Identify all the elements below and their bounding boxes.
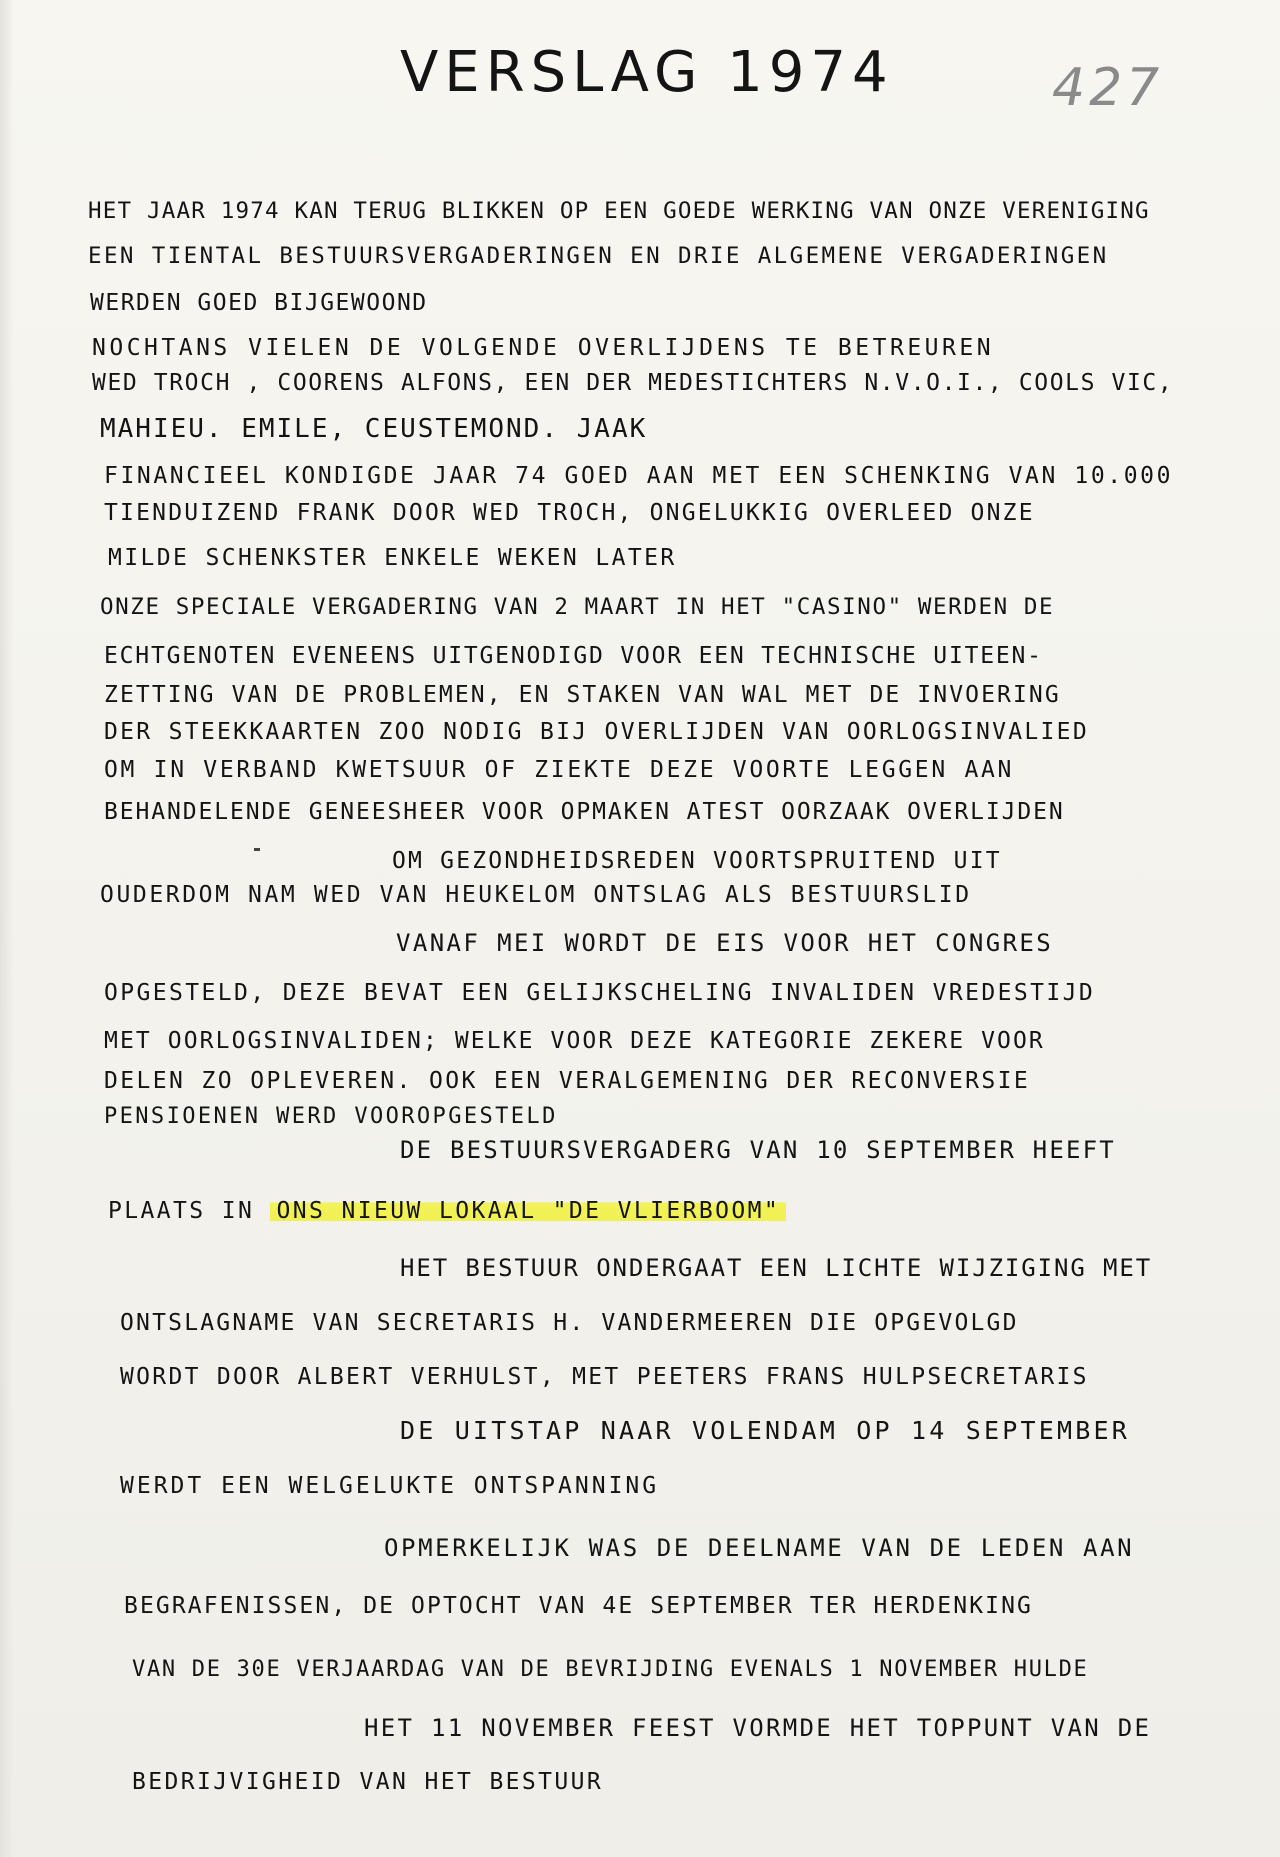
text-line: WORDT DOOR ALBERT VERHULST, MET PEETERS FRANS HULPSECRETARIS bbox=[120, 1364, 1089, 1390]
text-line: HET 11 NOVEMBER FEEST VORMDE HET TOPPUNT VAN DE bbox=[364, 1714, 1152, 1742]
stray-mark bbox=[254, 848, 260, 851]
text-line: WED TROCH , COORENS ALFONS, EEN DER MEDESTICHTERS N.V.O.I., COOLS VIC, bbox=[92, 370, 1174, 396]
text-line: OUDERDOM NAM WED VAN HEUKELOM ONTSLAG ALS BESTUURSLID bbox=[100, 882, 972, 908]
text-line: BEDRIJVIGHEID VAN HET BESTUUR bbox=[132, 1769, 604, 1795]
text-line: OM GEZONDHEIDSREDEN VOORTSPRUITEND UIT bbox=[392, 848, 1002, 874]
text-line: DE BESTUURSVERGADERG VAN 10 SEPTEMBER HEEFT bbox=[400, 1136, 1116, 1164]
text-line: PENSIOENEN WERD VOOROPGESTELD bbox=[104, 1104, 558, 1129]
text-line: BEHANDELENDE GENEESHEER VOOR OPMAKEN ATEST OORZAAK OVERLIJDEN bbox=[104, 799, 1065, 825]
text-segment: PLAATS IN bbox=[108, 1198, 271, 1224]
text-line-highlighted bbox=[108, 1196, 786, 1226]
text-line: OPGESTELD, DEZE BEVAT EEN GELIJKSCHELING INVALIDEN VREDESTIJD bbox=[104, 980, 1096, 1006]
text-line: DELEN ZO OPLEVEREN. OOK EEN VERALGEMENING DER RECONVERSIE bbox=[104, 1068, 1031, 1094]
highlighted-text: ONS NIEUW LOKAAL "DE VLIERBOOM" bbox=[270, 1198, 786, 1224]
text-line: BEGRAFENISSEN, DE OPTOCHT VAN 4E SEPTEMBER TER HERDENKING bbox=[124, 1593, 1033, 1619]
text-line: HET BESTUUR ONDERGAAT EEN LICHTE WIJZIGING MET bbox=[400, 1254, 1153, 1282]
text-line: MAHIEU. EMILE, CEUSTEMOND. JAAK bbox=[100, 414, 648, 444]
document-title: VERSLAG 1974 bbox=[400, 40, 894, 105]
text-line: TIENDUIZEND FRANK DOOR WED TROCH, ONGELUKKIG OVERLEED ONZE bbox=[104, 500, 1035, 526]
text-line: WERDEN GOED BIJGEWOOND bbox=[90, 290, 428, 316]
text-line: VAN DE 30E VERJAARDAG VAN DE BEVRIJDING EVENALS 1 NOVEMBER HULDE bbox=[132, 1657, 1089, 1682]
text-line: OPMERKELIJK WAS DE DEELNAME VAN DE LEDEN AAN bbox=[384, 1534, 1135, 1562]
text-line: ONTSLAGNAME VAN SECRETARIS H. VANDERMEEREN DIE OPGEVOLGD bbox=[120, 1310, 1019, 1336]
text-line: OM IN VERBAND KWETSUUR OF ZIEKTE DEZE VOORTE LEGGEN AAN bbox=[104, 757, 1015, 783]
text-line: DER STEEKKAARTEN ZOO NODIG BIJ OVERLIJDEN VAN OORLOGSINVALIED bbox=[104, 719, 1089, 745]
text-line: NOCHTANS VIELEN DE VOLGENDE OVERLIJDENS TE BETREUREN bbox=[92, 335, 995, 361]
text-line: ZETTING VAN DE PROBLEMEN, EN STAKEN VAN WAL MET DE INVOERING bbox=[104, 682, 1061, 708]
page-edge-shadow bbox=[0, 0, 14, 1857]
text-line: MET OORLOGSINVALIDEN; WELKE VOOR DEZE KATEGORIE ZEKERE VOOR bbox=[104, 1028, 1045, 1054]
text-line: FINANCIEEL KONDIGDE JAAR 74 GOED AAN MET EEN SCHENKING VAN 10.000 bbox=[104, 463, 1174, 489]
archive-number: 427 bbox=[1052, 58, 1164, 118]
text-line: HET JAAR 1974 KAN TERUG BLIKKEN OP EEN GOEDE WERKING VAN ONZE VERENIGING bbox=[88, 198, 1150, 224]
text-line: WERDT EEN WELGELUKTE ONTSPANNING bbox=[120, 1473, 660, 1499]
text-line: DE UITSTAP NAAR VOLENDAM OP 14 SEPTEMBER bbox=[400, 1416, 1131, 1445]
text-line: ECHTGENOTEN EVENEENS UITGENODIGD VOOR EEN TECHNISCHE UITEEN- bbox=[104, 643, 1043, 669]
text-line: VANAF MEI WORDT DE EIS VOOR HET CONGRES bbox=[396, 929, 1054, 957]
text-line: MILDE SCHENKSTER ENKELE WEKEN LATER bbox=[108, 545, 677, 571]
text-line: EEN TIENTAL BESTUURSVERGADERINGEN EN DRIE ALGEMENE VERGADERINGEN bbox=[88, 243, 1109, 269]
text-line: ONZE SPECIALE VERGADERING VAN 2 MAART IN HET "CASINO" WERDEN DE bbox=[100, 594, 1055, 620]
